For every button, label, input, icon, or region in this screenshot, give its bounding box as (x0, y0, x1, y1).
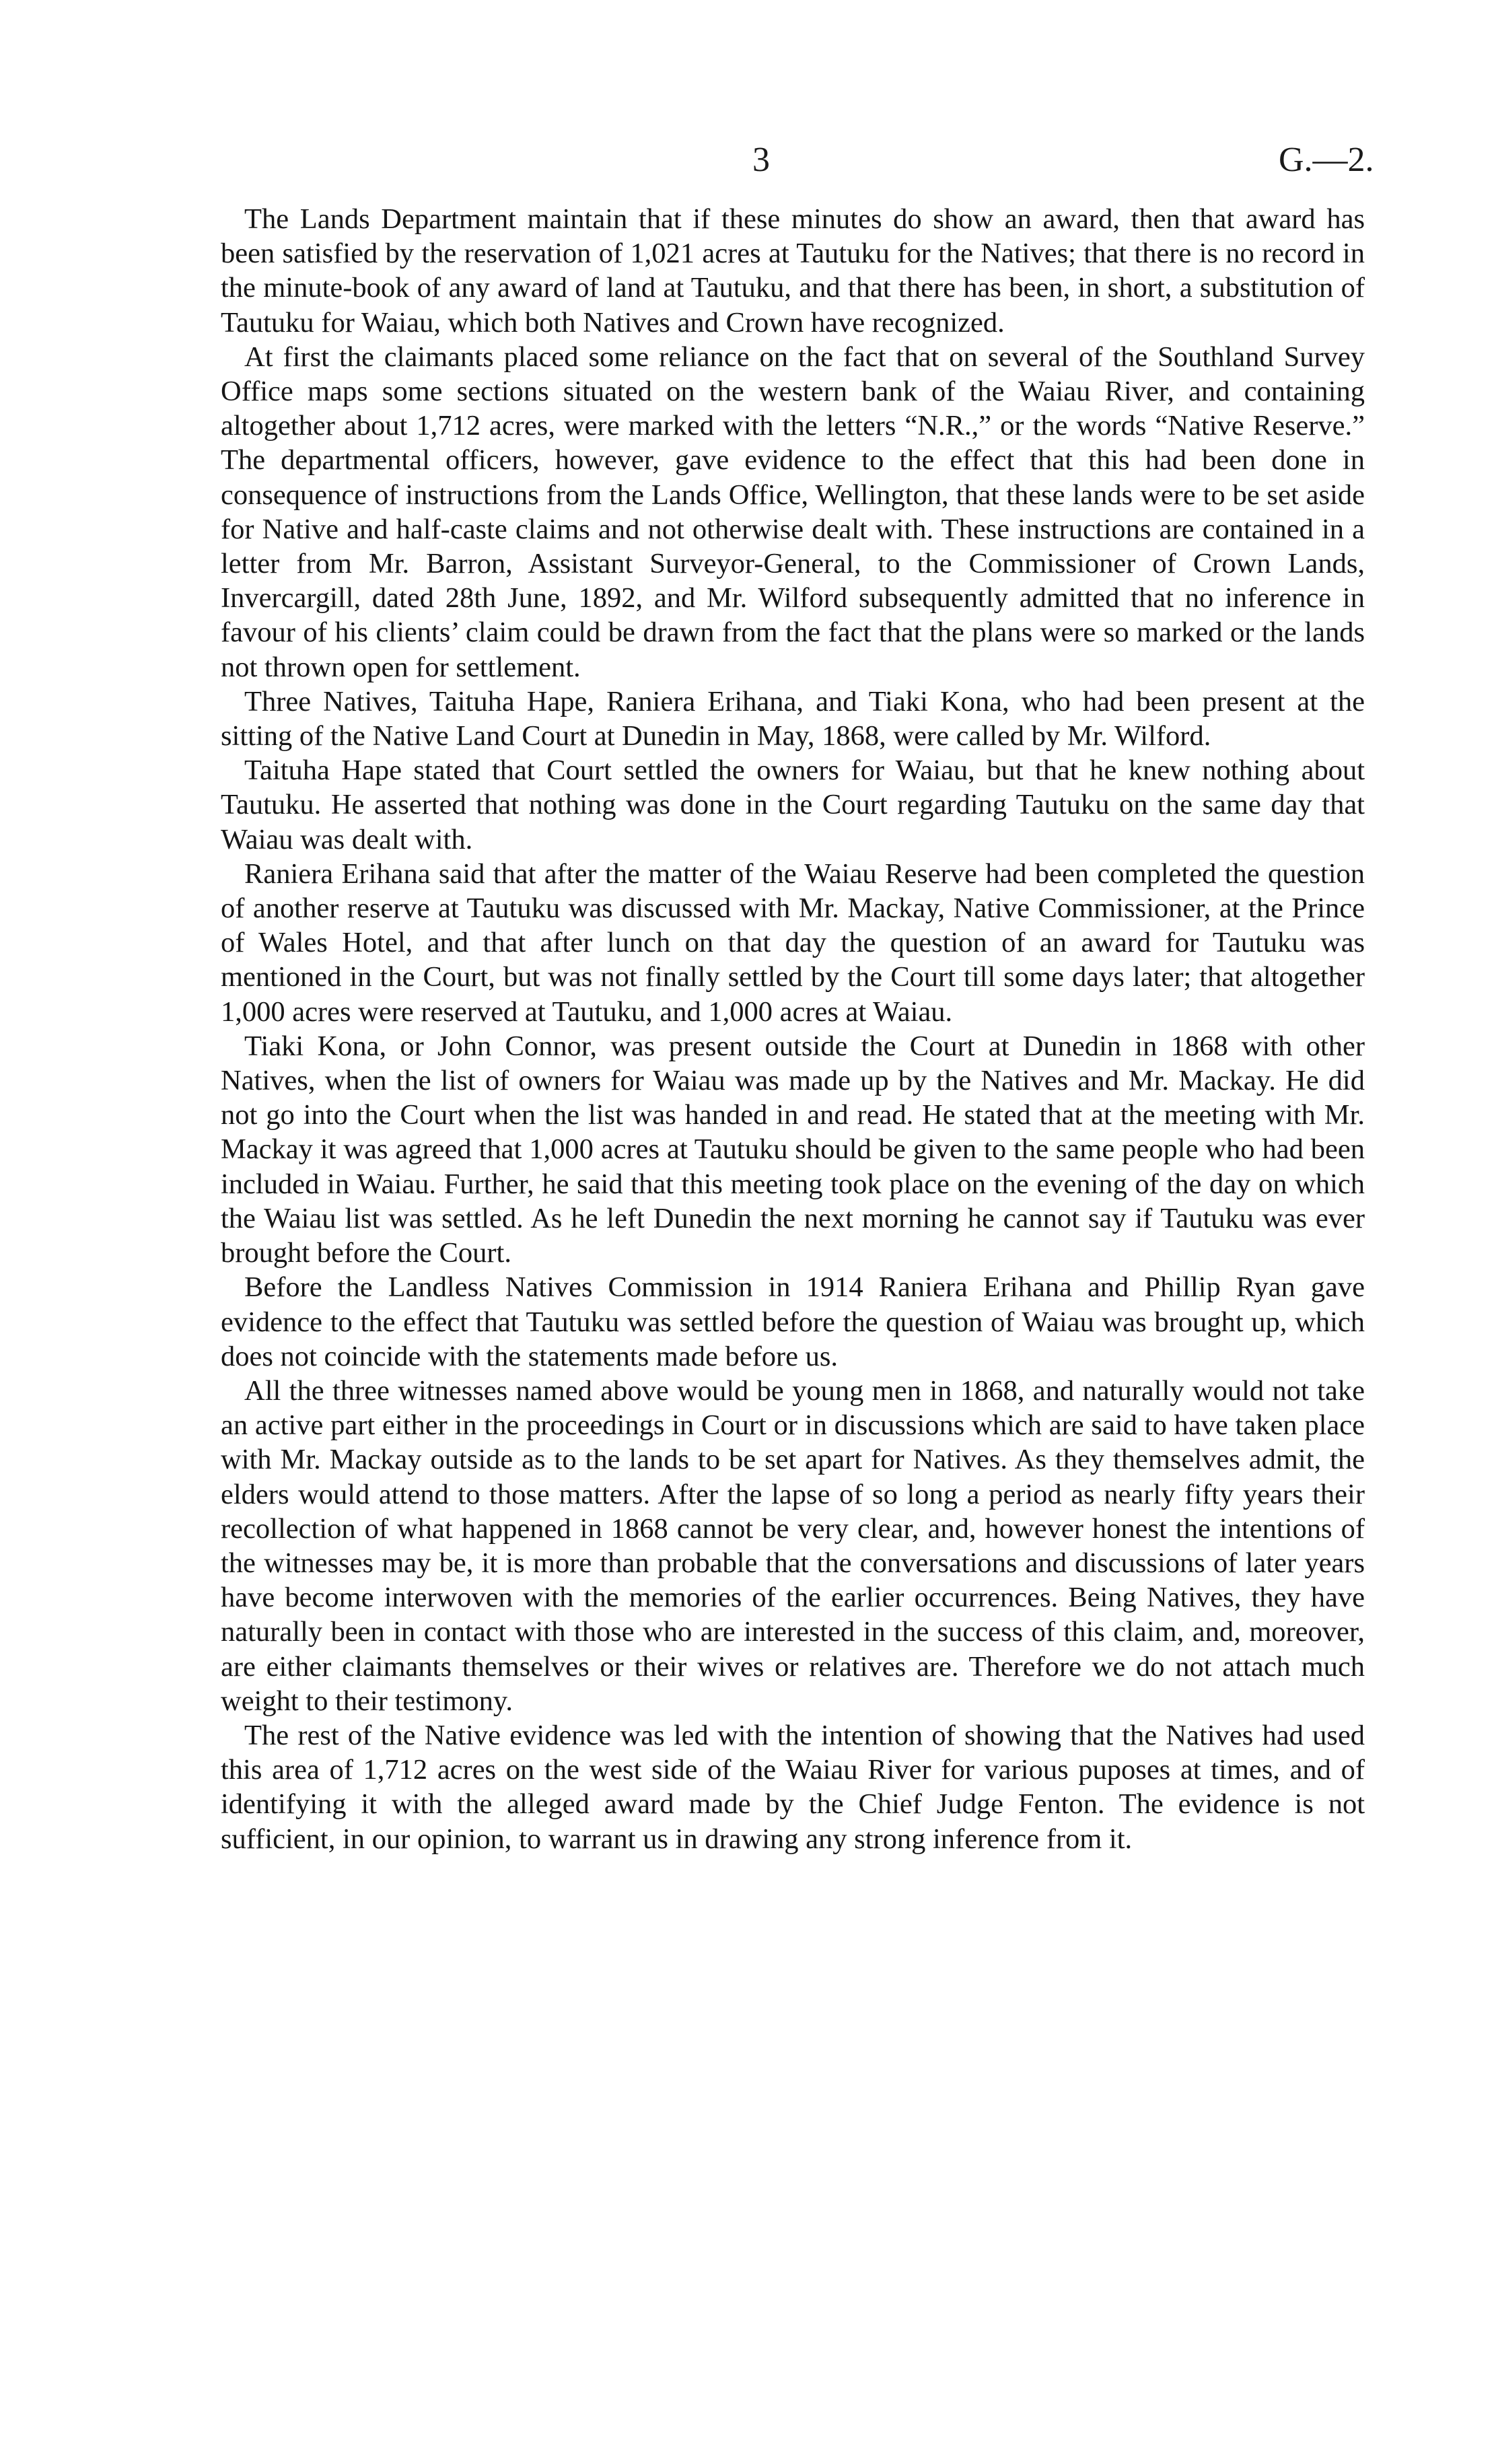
paragraph-lands-department: The Lands Department maintain that if these minutes do show an award, then that award has been satisfied by the reservation of 1,021 acres at Tautuku for the Natives; that there is no record in the minute-book of any award of land at Tautuku, and that there has been, in short, a substitution of Tautuku for Waiau, which both Natives and Crown have recognized. (221, 203, 1365, 339)
paragraph-rest-of-evidence: The rest of the Native evidence was led with the intention of showing that the Natives had used this area of 1,712 acres on the west side of the Waiau River for various puposes at times, and of identifying it with the alleged award made by the Chief Judge Fenton. The evidence is not sufficient, in our opinion, to warrant us in drawing any strong inference from it. (221, 1719, 1365, 1855)
document-reference: G.—2. (1279, 141, 1374, 179)
paragraph-tiaki-kona: Tiaki Kona, or John Connor, was present outside the Court at Dunedin in 1868 with other Natives, when the list of owners for Waiau was made up by the Natives and Mr. Mackay. He did not go into the Court when the list was handed in and read. He stated that at the meeting with Mr. Mackay it was agreed that 1,000 acres at Tautuku should be given to the same people who had been included in Waiau. Further, he said that this meeting took place on the evening of the day on which the Waiau list was settled. As he left Dunedin the next morning he cannot say if Tautuku was ever brought before the Court. (221, 1030, 1365, 1269)
paragraph-witnesses-assessment: All the three witnesses named above would be young men in 1868, and naturally would not take an active part either in the proceedings in Court or in discussions which are said to have taken place with Mr. Mackay outside as to the lands to be set apart for Natives. As they themselves admit, the elders would attend to those matters. After the lapse of so long a period as nearly fifty years their recollection of what happened in 1868 cannot be very clear, and, however honest the intentions of the witnesses may be, it is more than probable that the conversations and discussions of later years have become interwoven with the memories of the earlier occurrences. Being Natives, they have naturally been in contact with those who are interested in the success of this claim, and, moreover, are either claimants themselves or their wives or relatives are. Therefore we do not attach much weight to their testimony. (221, 1374, 1365, 1717)
page-number: 3 (752, 141, 770, 179)
paragraph-three-natives: Three Natives, Taituha Hape, Raniera Erihana, and Tiaki Kona, who had been present at the sitting of the Native Land Court at Dunedin in May, 1868, were called by Mr. Wilford. (221, 685, 1365, 752)
paragraph-landless-commission: Before the Landless Natives Commission in 1914 Raniera Erihana and Phillip Ryan gave evidence to the effect that Tautuku was settled before the question of Waiau was brought up, which does not coincide with the statements made before us. (221, 1271, 1365, 1372)
body-text (221, 202, 1365, 1856)
paragraph-taituha-hape: Taituha Hape stated that Court settled the owners for Waiau, but that he knew nothing about Tautuku. He asserted that nothing was done in the Court regarding Tautuku on the same day that Waiau was dealt with. (221, 754, 1365, 855)
paragraph-raniera-erihana: Raniera Erihana said that after the matter of the Waiau Reserve had been completed the question of another reserve at Tautuku was discussed with Mr. Mackay, Native Commissioner, at the Prince of Wales Hotel, and that after lunch on that day the question of an award for Tautuku was mentioned in the Court, but was not finally settled by the Court till some days later; that altogether 1,000 acres were reserved at Tautuku, and 1,000 acres at Waiau. (221, 857, 1365, 1028)
paragraph-survey-maps: At first the claimants placed some reliance on the fact that on several of the Southland Survey Office maps some sections situated on the western bank of the Waiau River, and containing altogether about 1,712 acres, were marked with the letters “N.R.,” or the words “Native Reserve.” The departmental officers, however, gave evidence to the effect that this had been done in consequence of instructions from the Lands Office, Wellington, that these lands were to be set aside for Native and half-caste claims and not otherwise dealt with. These instructions are contained in a letter from Mr. Barron, Assistant Surveyor-General, to the Commissioner of Crown Lands, Invercargill, dated 28th June, 1892, and Mr. Wilford subsequently admitted that no inference in favour of his clients’ claim could be drawn from the fact that the plans were so marked or the lands not thrown open for settlement. (221, 341, 1365, 683)
